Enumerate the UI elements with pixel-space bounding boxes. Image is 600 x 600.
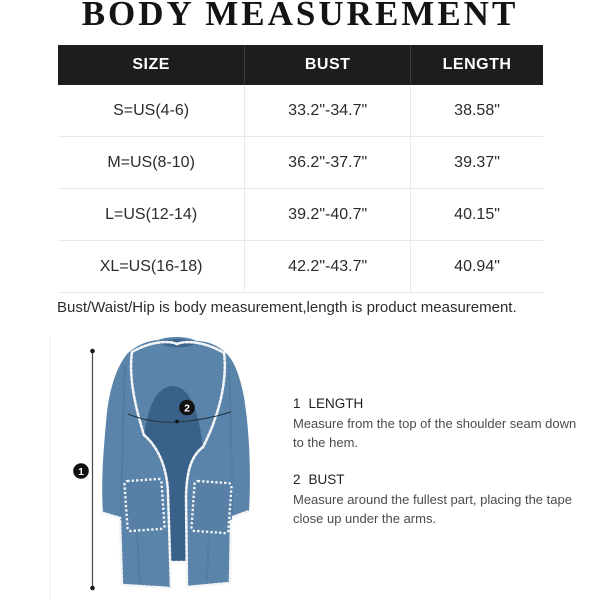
instruction-title: LENGTH [308, 396, 364, 411]
column-header-size: SIZE [132, 56, 170, 73]
bust-cell: 42.2"-43.7" [244, 241, 410, 292]
instruction-length [293, 396, 585, 452]
bust-marker-number: 2 [184, 402, 190, 415]
instruction-bust-heading [293, 472, 585, 487]
instruction-title: BUST [308, 472, 345, 487]
cardigan-measurement-diagram [40, 335, 290, 600]
instruction-number: 2 [293, 472, 301, 487]
instruction-bust [293, 472, 585, 528]
bust-cell: 36.2"-37.7" [244, 137, 410, 188]
measurement-note: Bust/Waist/Hip is body measurement,length is product measurement. [57, 299, 517, 316]
bust-line-dot [175, 420, 179, 424]
length-line-top-dot [90, 349, 95, 354]
measurement-instructions [293, 396, 585, 528]
column-header-bust: BUST [244, 45, 410, 85]
size-cell: L=US(12-14) [105, 205, 198, 223]
bust-cell: 39.2"-40.7" [244, 189, 410, 240]
table-row [58, 241, 543, 293]
right-pocket [191, 481, 231, 533]
length-cell: 38.58" [410, 85, 543, 136]
length-cell: 40.94" [410, 241, 543, 292]
table-row [58, 85, 543, 137]
bust-marker-badge [179, 400, 195, 416]
instruction-number: 1 [293, 396, 301, 411]
size-cell: S=US(4-6) [113, 101, 190, 119]
instruction-text: Measure around the fullest part, placing the tape close up under the arms. [293, 492, 572, 526]
length-marker-number: 1 [78, 466, 84, 478]
bust-cell: 33.2"-34.7" [244, 85, 410, 136]
size-table [58, 45, 543, 293]
table-row [58, 189, 543, 241]
instruction-text: Measure from the top of the shoulder seam down to the hem. [293, 416, 577, 450]
length-cell: 39.37" [410, 137, 543, 188]
length-marker-badge [73, 463, 89, 479]
table-row [58, 137, 543, 189]
page-title: BODY MEASUREMENT [81, 0, 519, 33]
column-header-length: LENGTH [410, 45, 543, 85]
length-line-bottom-dot [90, 586, 95, 591]
size-cell: XL=US(16-18) [99, 257, 203, 275]
instruction-length-heading [293, 396, 585, 411]
size-cell: M=US(8-10) [107, 153, 195, 171]
length-cell: 40.15" [410, 189, 543, 240]
size-table-header-row [58, 45, 543, 85]
left-pocket [124, 479, 164, 531]
